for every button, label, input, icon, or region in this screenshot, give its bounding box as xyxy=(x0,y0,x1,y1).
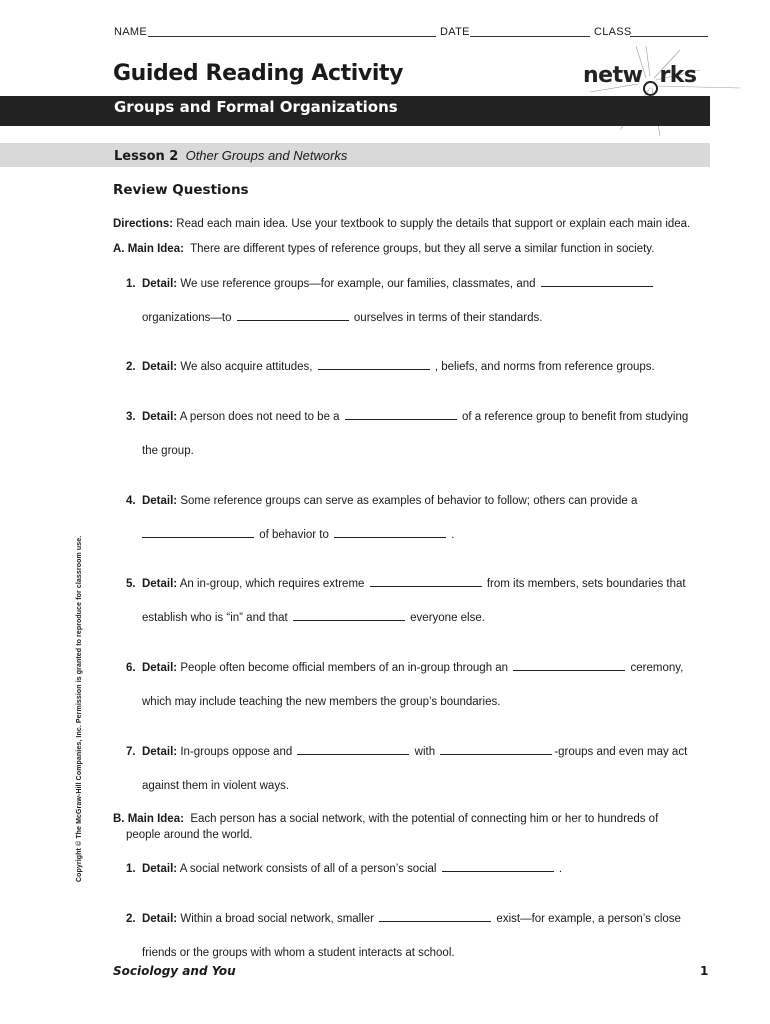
name-label: NAME xyxy=(114,26,147,38)
blank-field[interactable] xyxy=(318,359,430,370)
main-idea-a: A. Main Idea: There are different types of reference groups, but they all serve a similar function in society. xyxy=(113,243,655,255)
blank-field[interactable] xyxy=(513,660,625,671)
date-field[interactable] xyxy=(470,36,590,37)
detail-a6-cont: which may include teaching the new members the group’s boundaries. xyxy=(142,696,501,708)
detail-a5: 5. Detail: An in-group, which requires extreme from its members, sets boundaries that xyxy=(126,578,686,590)
blank-field[interactable] xyxy=(237,310,349,321)
footer-book-title: Sociology and You xyxy=(113,964,236,978)
name-field[interactable] xyxy=(148,36,436,37)
chapter-banner xyxy=(0,96,710,126)
detail-b1: 1. Detail: A social network consists of all of a person’s social . xyxy=(126,863,563,875)
detail-b2: 2. Detail: Within a broad social network, smaller exist—for example, a person’s close xyxy=(126,913,681,925)
class-field[interactable] xyxy=(630,36,708,37)
blank-field[interactable] xyxy=(442,861,554,872)
blank-field[interactable] xyxy=(440,744,552,755)
page-number: 1 xyxy=(700,964,709,978)
main-idea-b: B. Main Idea: Each person has a social network, with the potential of connecting him or her to hundreds of xyxy=(113,813,659,825)
networks-logo: netw rks xyxy=(583,63,697,96)
date-label: DATE xyxy=(440,26,470,38)
blank-field[interactable] xyxy=(541,276,653,287)
blank-field[interactable] xyxy=(297,744,409,755)
section-title: Review Questions xyxy=(113,182,249,198)
blank-field[interactable] xyxy=(142,527,254,538)
detail-a6: 6. Detail: People often become official members of an in-group through an ceremony, xyxy=(126,662,684,674)
lesson-banner xyxy=(0,143,710,167)
blank-field[interactable] xyxy=(379,911,491,922)
detail-a4-cont: of behavior to . xyxy=(142,527,455,543)
lesson-label: Lesson 2 xyxy=(114,149,179,164)
detail-a1-cont: organizations—to ourselves in terms of their standards. xyxy=(142,312,543,324)
chapter-title: Groups and Formal Organizations xyxy=(114,98,398,116)
detail-b2-cont: friends or the groups with whom a student interacts at school. xyxy=(142,947,455,959)
detail-a3-cont: the group. xyxy=(142,445,194,457)
main-idea-b-cont: people around the world. xyxy=(126,829,253,841)
at-circle-icon xyxy=(643,81,658,96)
lesson-title: Other Groups and Networks xyxy=(185,148,348,163)
detail-a4: 4. Detail: Some reference groups can serve as examples of behavior to follow; others can provide a xyxy=(126,495,638,507)
detail-a3: 3. Detail: A person does not need to be a of a reference group to benefit from studying xyxy=(126,411,689,423)
directions: Directions: Read each main idea. Use your textbook to supply the details that support or explain each main idea. xyxy=(113,218,691,230)
blank-field[interactable] xyxy=(370,576,482,587)
detail-a2: 2. Detail: We also acquire attitudes, , beliefs, and norms from reference groups. xyxy=(126,361,655,373)
detail-a1: 1. Detail: We use reference groups—for example, our families, classmates, and xyxy=(126,276,655,292)
class-label: CLASS xyxy=(594,26,632,38)
detail-a5-cont: establish who is “in” and that everyone else. xyxy=(142,612,485,624)
blank-field[interactable] xyxy=(345,409,457,420)
copyright-notice: Copyright © The McGraw-Hill Companies, Inc. Permission is granted to reproduce for classroom use. xyxy=(76,535,83,882)
detail-a7-cont: against them in violent ways. xyxy=(142,780,290,792)
blank-field[interactable] xyxy=(293,610,405,621)
detail-a7: 7. Detail: In-groups oppose and with -groups and even may act xyxy=(126,746,688,758)
page-title: Guided Reading Activity xyxy=(113,61,404,86)
blank-field[interactable] xyxy=(334,527,446,538)
